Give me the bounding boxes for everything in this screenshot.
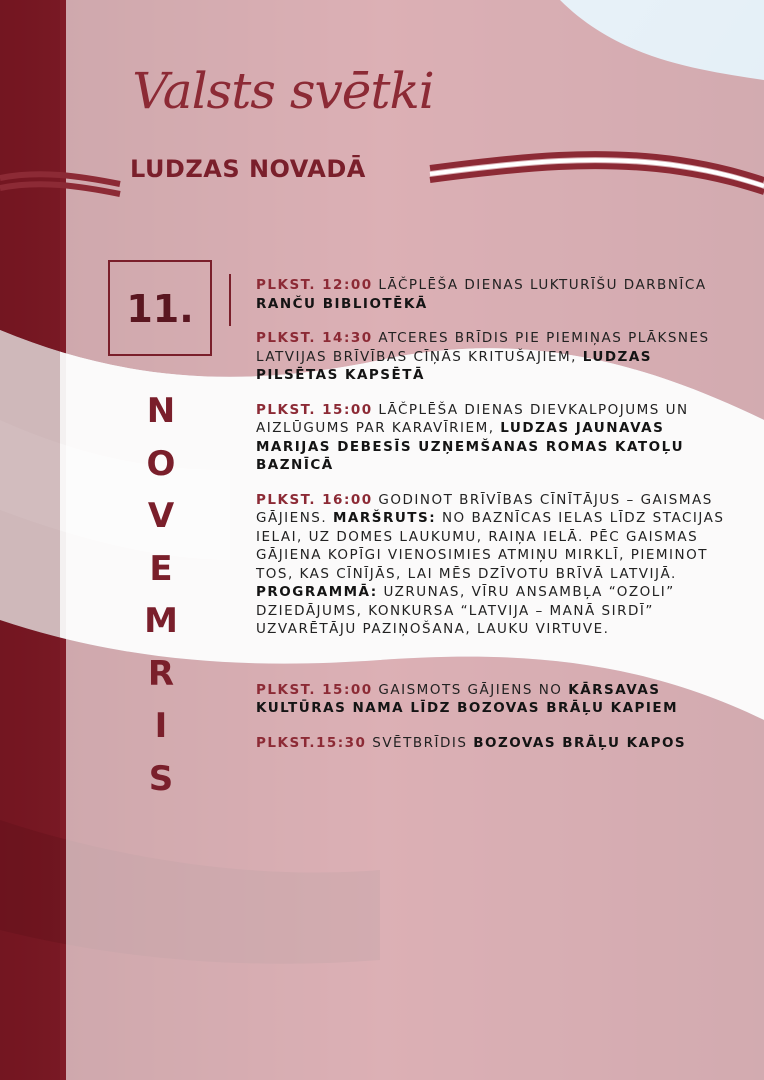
month-letter: S [148,758,174,799]
region-subtitle: LUDZAS NOVADĀ [130,155,366,183]
event-list [256,276,726,768]
event-item [256,491,726,639]
event-item [256,681,726,718]
month-letter: M [144,601,178,641]
event-text: UZRUNAS, VĪRU ANSAMBĻA “OZOLI” DZIEDĀJUMS, KONKURSA “LATVIJA – MANĀ SIRDĪ” UZVARĒTĀJU PAZIŅOŠANA, LAUKU VIRTUVE. [256,584,675,637]
month-letter: I [154,706,168,746]
month-letter: R [147,653,175,694]
event-time: PLKST.15:30 [256,734,367,751]
ribbon-decoration [0,140,764,220]
script-title: Valsts svētki [132,62,434,120]
month-vertical [128,385,194,805]
date-day: 11. [126,287,194,331]
event-time: PLKST. 15:00 [256,681,373,698]
program-label: PROGRAMMĀ: [256,584,378,600]
event-location: KĀRSAVAS KULTŪRAS NAMA LĪDZ BOZOVAS BRĀĻU KAPIEM [256,681,679,716]
event-item [256,734,726,753]
event-item [256,329,726,385]
event-location: RANČU BIBLIOTĒKĀ [256,295,428,312]
divider-bar [229,274,231,326]
event-time: PLKST. 12:00 [256,277,373,293]
event-location: LUDZAS JAUNAVAS MARIJAS DEBESĪS UZŅEMŠANAS ROMAS KATOĻU BAZNĪCĀ [256,420,685,473]
event-location: LUDZAS PILSĒTAS KAPSĒTĀ [256,348,652,383]
event-time: PLKST. 16:00 [256,491,373,508]
spacer [256,655,726,681]
event-time: PLKST. 15:00 [256,401,373,418]
event-time: PLKST. 14:30 [256,330,373,346]
month-letter: N [146,391,176,431]
month-letter: O [146,443,176,484]
event-text: GODINOT BRĪVĪBAS CĪNĪTĀJUS – GAISMAS GĀJIENS. [256,491,713,526]
event-text: GAISMOTS GĀJIENS NO [372,681,569,698]
month-letter: V [147,496,175,536]
event-text: LĀČPLĒŠA DIENAS LUKTURĪŠU DARBNĪCA [372,277,707,293]
event-text: ATCERES BRĪDIS PIE PIEMIŅAS PLĀKSNES LATVIJAS BRĪVĪBAS CĪŅĀS KRITUŠAJIEM, [256,330,710,365]
event-text: NO BAZNĪCAS IELAS LĪDZ STACIJAS IELAI, UZ DOMES LAUKUMU, RAIŅA IELĀ. PĒC GAISMAS GĀJIENA KOPĪGI VIENOSIMIES ATMIŅU MIRKLĪ, PIEMINOT TOS, KAS CĪNĪJĀS, LAI MĒS DZĪVOTU BRĪVĀ LATVIJĀ. [256,510,725,582]
event-item [256,276,726,313]
event-location: BOZOVAS BRĀĻU KAPOS [473,734,687,751]
route-label: MARŠRUTS: [332,510,437,526]
event-text: LĀČPLĒŠA DIENAS DIEVKALPOJUMS UN AIZLŪGUMS PAR KARAVĪRIEM, [256,401,689,436]
month-letter: E [149,548,173,589]
event-text: SVĒTBRĪDIS [366,734,474,751]
event-item [256,401,726,475]
